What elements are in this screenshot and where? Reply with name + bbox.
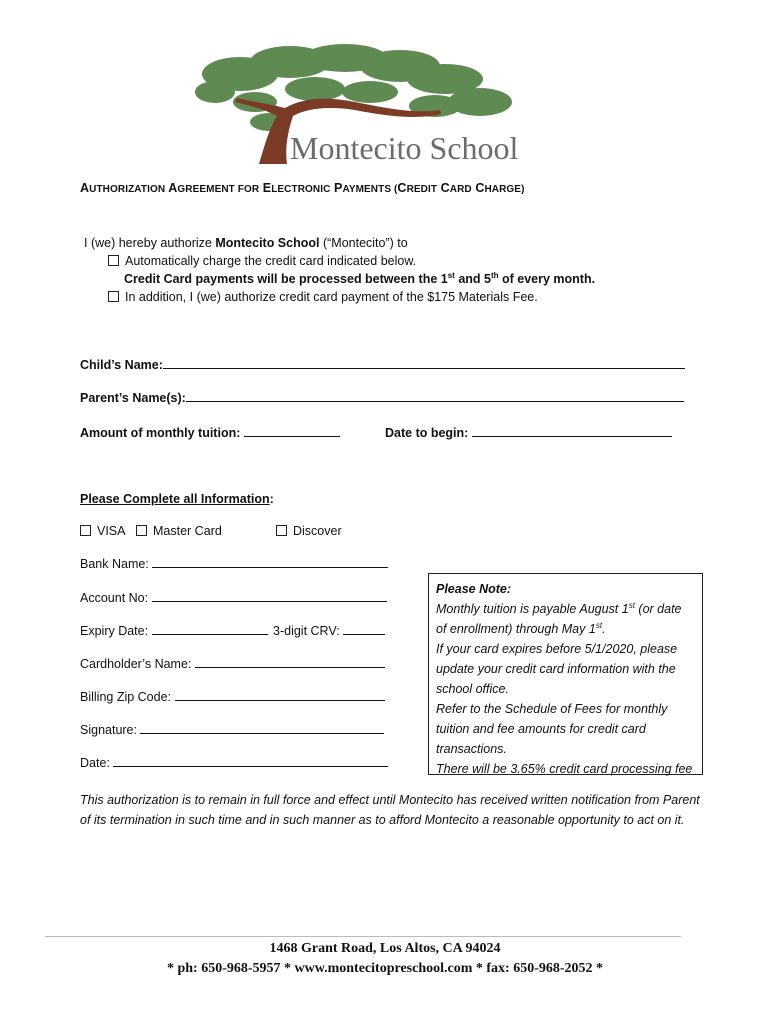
date-to-begin-field[interactable]: Date to begin:: [385, 426, 672, 440]
authorization-statement: This authorization is to remain in full force and effect until Montecito has received written notification from Parent of its termination in such time and in such manner as to afford Montecito a reasonable opportunity to act on it.: [80, 793, 700, 827]
card-type-visa[interactable]: VISA: [80, 524, 126, 538]
account-number-field[interactable]: Account No:: [80, 591, 387, 605]
checkbox-discover[interactable]: [276, 525, 287, 536]
option-materials-fee[interactable]: In addition, I (we) authorize credit card payment of the $175 Materials Fee.: [108, 290, 538, 304]
card-type-discover[interactable]: Discover: [276, 524, 342, 538]
date-field[interactable]: Date:: [80, 756, 388, 770]
cardholder-name-field[interactable]: Cardholder’s Name:: [80, 657, 385, 671]
parent-names-field[interactable]: Parent’s Name(s):: [80, 391, 684, 405]
checkbox-visa[interactable]: [80, 525, 91, 536]
page-title: AUTHORIZATION AGREEMENT FOR ELECTRONIC PAYMENTS (CREDIT CARD CHARGE): [80, 181, 525, 195]
note-tuition-period: Monthly tuition is payable August 1st (or date of enrollment) through May 1st.: [436, 600, 682, 636]
signature-field[interactable]: Signature:: [80, 723, 384, 737]
bank-name-field[interactable]: Bank Name:: [80, 557, 388, 571]
note-card-expiry: If your card expires before 5/1/2020, please update your credit card information with the school office.: [436, 642, 678, 696]
footer-address: 1468 Grant Road, Los Altos, CA 94024: [269, 941, 501, 956]
crv-field[interactable]: 3-digit CRV:: [273, 624, 385, 638]
monthly-tuition-field[interactable]: Amount of monthly tuition:: [80, 426, 340, 440]
authorization-intro: I (we) hereby authorize Montecito School (“Montecito”) to: [84, 236, 408, 250]
note-processing-fee: There will be 3.65% credit card processing fee: [436, 762, 693, 776]
note-heading: Please Note:: [436, 582, 512, 596]
billing-zip-field[interactable]: Billing Zip Code:: [80, 690, 385, 704]
please-note-box: [428, 573, 703, 775]
option-auto-charge[interactable]: Automatically charge the credit card indicated below.: [108, 254, 416, 268]
note-schedule-of-fees: Refer to the Schedule of Fees for monthly tuition and fee amounts for credit card transactions.: [436, 702, 668, 756]
checkbox-materials-fee[interactable]: [108, 291, 119, 302]
expiry-date-field[interactable]: Expiry Date:: [80, 624, 268, 638]
footer-divider: [45, 936, 681, 937]
checkbox-mastercard[interactable]: [136, 525, 147, 536]
card-type-mastercard[interactable]: Master Card: [136, 524, 222, 538]
complete-info-heading: Please Complete all Information:: [80, 492, 274, 506]
child-name-field[interactable]: Child’s Name:: [80, 358, 685, 372]
processing-schedule: Credit Card payments will be processed between the 1st and 5th of every month.: [124, 270, 596, 286]
checkbox-auto-charge[interactable]: [108, 255, 119, 266]
footer-contact: * ph: 650-968-5957 * www.montecitopreschool.com * fax: 650-968-2052 *: [166, 961, 604, 976]
logo-wordmark: Montecito School: [290, 130, 519, 166]
